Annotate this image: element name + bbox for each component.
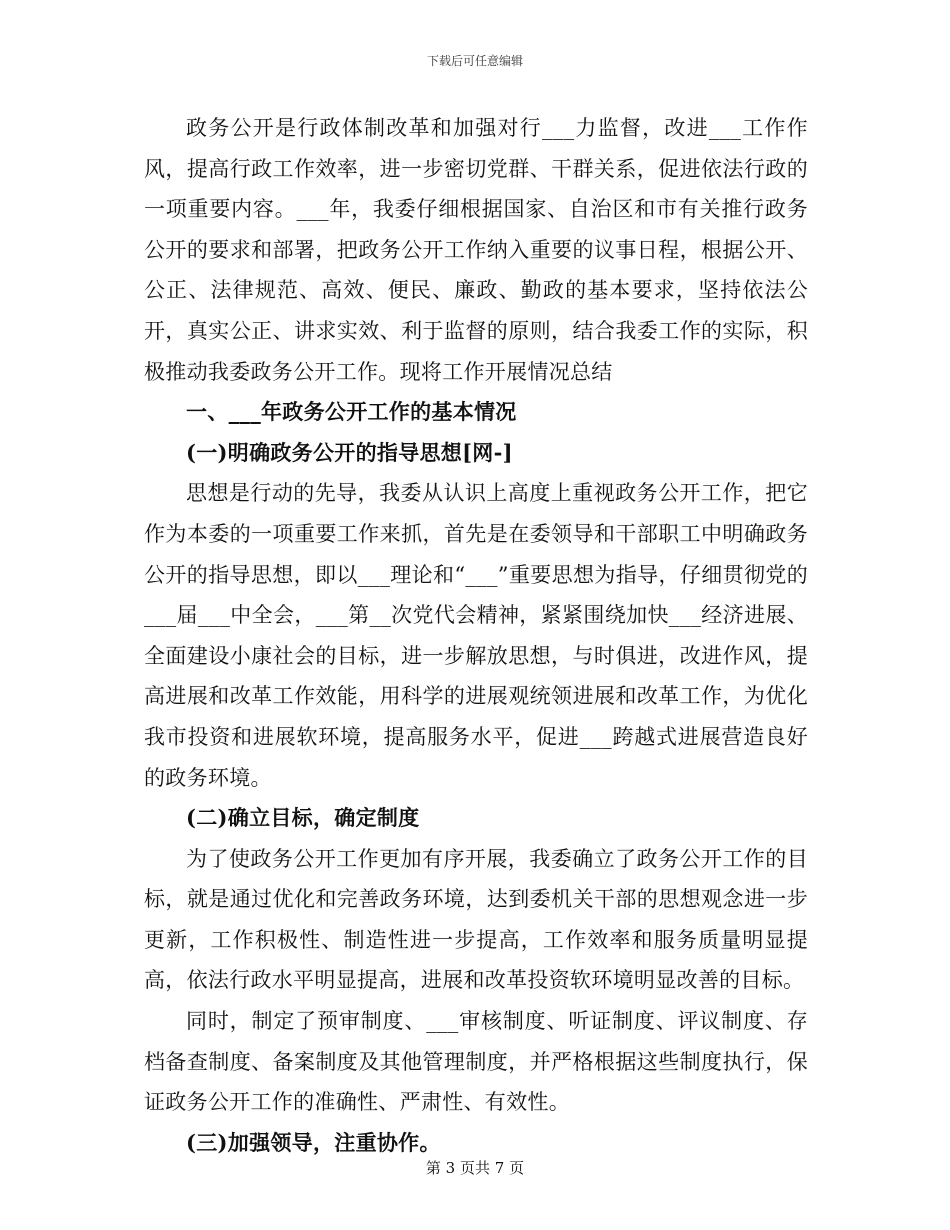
document-body (144, 108, 808, 1163)
page-header: 下载后可任意编辑 (426, 54, 523, 68)
subsection-heading-1: (一)明确政务公开的指导思想[网-] (186, 439, 513, 465)
subsection-heading-3: (三)加强领导，注重协作。 (186, 1129, 441, 1155)
guiding-thought-paragraph: 思想是行动的先导，我委从认识上高度上重视政务公开工作，把它作为本委的一项重要工作来抓，首先是在委领导和干部职工中明确政务公开的指导思想，即以___理论和“___”重要思想为指导，仔细贯彻党的___届___中全会，___第__次党代会精神，紧紧围绕加快___经济进展、全面建设小康社会的目标，进一步解放思想，与时俱进，改进作风，提高进展和改革工作效能，用科学的进展观统领进展和改革工作，为优化我市投资和进展软环境，提高服务水平，促进___跨越式进展营造良好的政务环境。 (144, 481, 808, 790)
section-heading-1: 一、___年政务公开工作的基本情况 (186, 399, 517, 425)
subsection-heading-2: (二)确立目标，确定制度 (186, 805, 420, 831)
page-number: 第 3 页共 7 页 (425, 1159, 525, 1177)
intro-paragraph: 政务公开是行政体制改革和加强对行___力监督，改进___工作作风，提高行政工作效率，进一步密切党群、干群关系，促进依法行政的一项重要内容。___年，我委仔细根据国家、自治区和市有关推行政务公开的要求和部署，把政务公开工作纳入重要的议事日程，根据公开、公正、法律规范、高效、便民、廉政、勤政的基本要求，坚持依法公开，真实公正、讲求实效、利于监督的原则，结合我委工作的实际，积极推动我委政务公开工作。现将工作开展情况总结 (144, 116, 808, 384)
goals-paragraph: 为了使政务公开工作更加有序开展，我委确立了政务公开工作的目标，就是通过优化和完善政务环境，达到委机关干部的思想观念进一步更新，工作积极性、制造性进一步提高，工作效率和服务质量明显提高，依法行政水平明显提高，进展和改革投资软环境明显改善的目标。 (144, 846, 808, 993)
systems-paragraph: 同时，制定了预审制度、___审核制度、听证制度、评议制度、存档备查制度、备案制度及其他管理制度，并严格根据这些制度执行，保证政务公开工作的准确性、严肃性、有效性。 (144, 1009, 808, 1115)
